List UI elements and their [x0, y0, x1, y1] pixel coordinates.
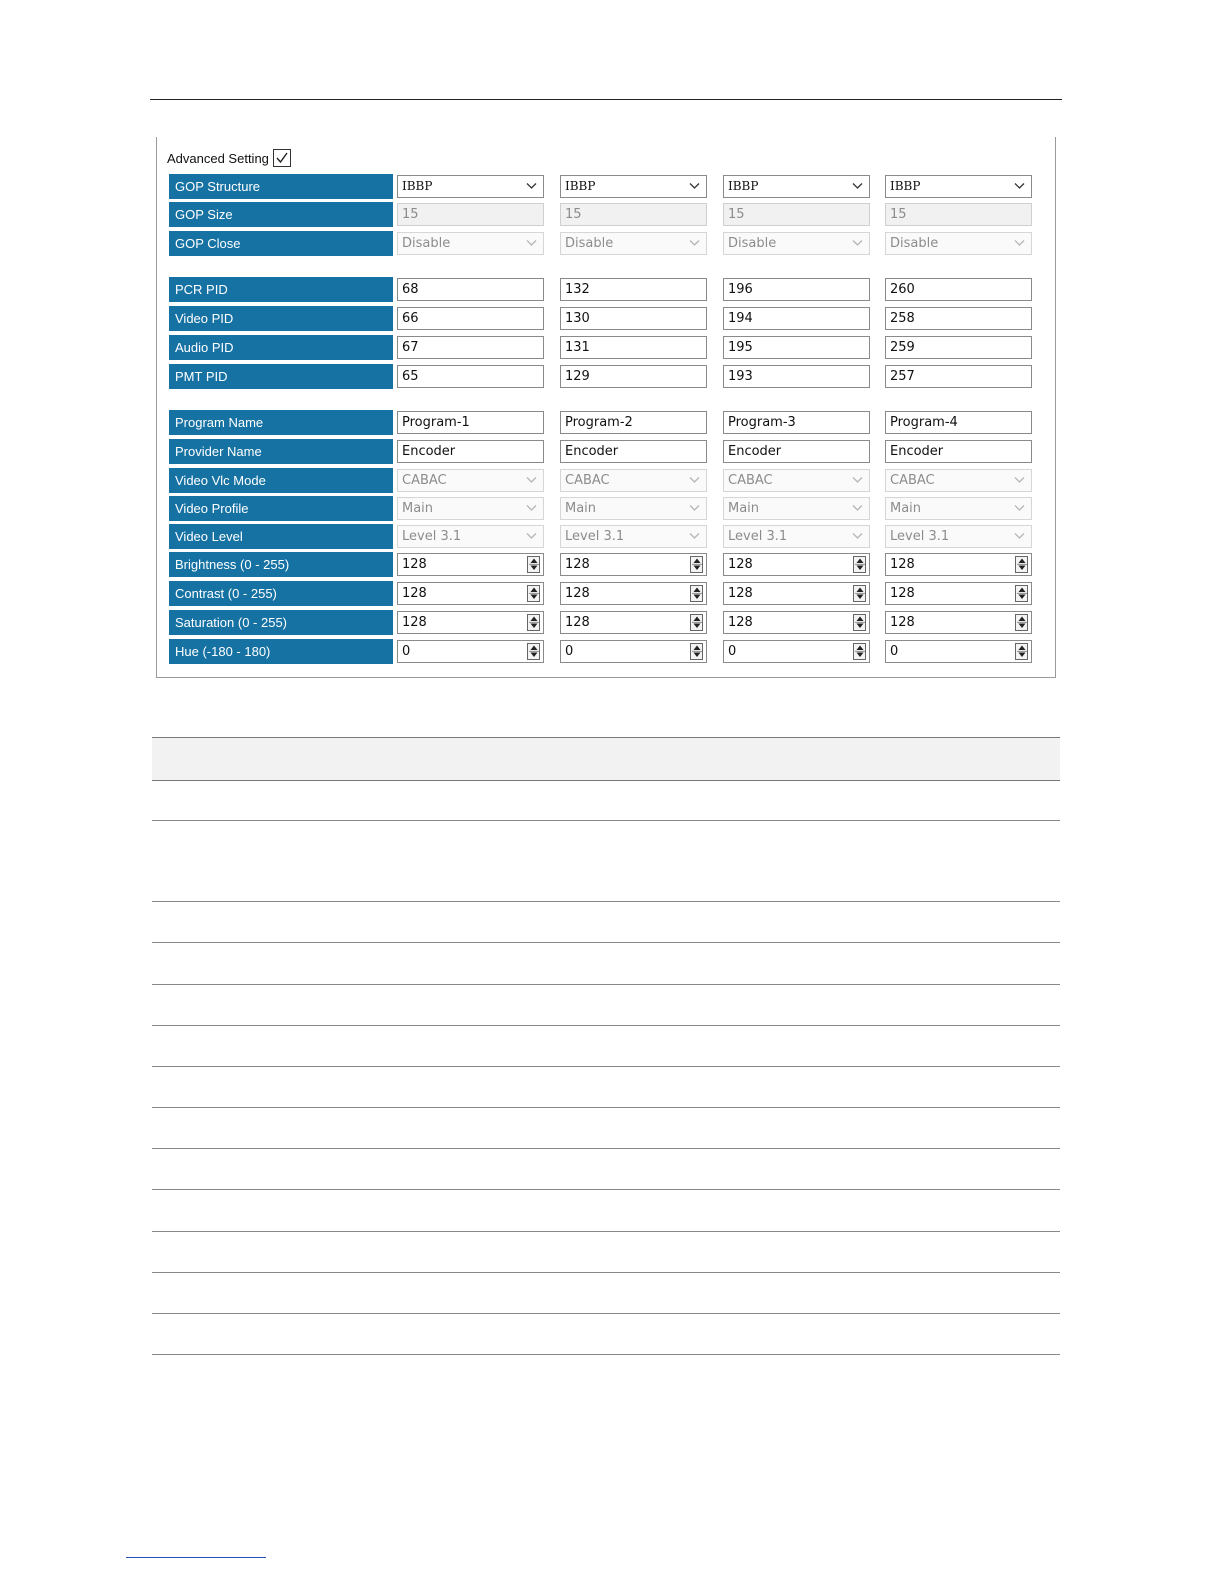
- chevron-down-icon: [852, 182, 863, 190]
- field-value: 128: [402, 557, 427, 572]
- field-value: IBBP: [728, 179, 759, 193]
- field-value: 259: [890, 340, 915, 355]
- field-value: 260: [890, 282, 915, 297]
- field-value: IBBP: [402, 179, 433, 193]
- brightness-0-255-program-2-stepper[interactable]: [560, 553, 707, 576]
- table-row-divider: [152, 942, 1060, 943]
- spin-arrows-icon[interactable]: [853, 614, 866, 631]
- advanced-setting-row: [167, 149, 291, 167]
- pcr-pid-program-4-input[interactable]: [885, 278, 1032, 301]
- video-pid-program-1-input[interactable]: [397, 307, 544, 330]
- chevron-down-icon: [689, 532, 700, 540]
- table-row-divider: [152, 1066, 1060, 1067]
- video-profile-program-4-dropdown: [885, 497, 1032, 520]
- saturation-0-255-program-3-stepper[interactable]: [723, 611, 870, 634]
- gop-size-program-2-field: [560, 203, 707, 226]
- field-value: 128: [890, 586, 915, 601]
- field-value: CABAC: [728, 473, 773, 488]
- table-row-divider: [152, 984, 1060, 985]
- gop-close-program-4-dropdown: [885, 232, 1032, 255]
- brightness-0-255-program-4-stepper[interactable]: [885, 553, 1032, 576]
- spin-arrows-glyph: [529, 557, 539, 572]
- field-value: IBBP: [565, 179, 596, 193]
- field-value: 128: [565, 586, 590, 601]
- spin-arrows-icon[interactable]: [527, 556, 540, 573]
- spin-arrows-glyph: [692, 557, 702, 572]
- spin-arrows-icon[interactable]: [853, 643, 866, 660]
- spin-arrows-icon[interactable]: [1015, 585, 1028, 602]
- chevron-down-icon: [852, 239, 863, 247]
- contrast-0-255-program-1-stepper[interactable]: [397, 582, 544, 605]
- pcr-pid-program-1-input[interactable]: [397, 278, 544, 301]
- chevron-down-icon: [526, 182, 537, 190]
- label-program-name: Program Name: [169, 410, 393, 435]
- field-value: Level 3.1: [728, 529, 788, 544]
- program-name-program-1-input[interactable]: [397, 411, 544, 434]
- field-value: 0: [728, 644, 737, 659]
- field-value: 67: [402, 340, 419, 355]
- spin-arrows-icon[interactable]: [853, 585, 866, 602]
- gop-structure-program-4-dropdown[interactable]: [885, 175, 1032, 198]
- checkmark-icon: [275, 151, 289, 165]
- gop-size-program-3-field: [723, 203, 870, 226]
- brightness-0-255-program-1-stepper[interactable]: [397, 553, 544, 576]
- chevron-down-icon: [526, 532, 537, 540]
- table-row-divider: [152, 1313, 1060, 1314]
- video-profile-program-3-dropdown: [723, 497, 870, 520]
- video-level-program-4-dropdown: [885, 525, 1032, 548]
- field-value: 68: [402, 282, 419, 297]
- chevron-down-icon: [526, 476, 537, 484]
- audio-pid-program-3-input[interactable]: [723, 336, 870, 359]
- field-value: Disable: [565, 236, 614, 251]
- spin-arrows-icon[interactable]: [527, 614, 540, 631]
- spin-arrows-glyph: [1017, 644, 1027, 659]
- spin-arrows-icon[interactable]: [1015, 643, 1028, 660]
- table-row-divider: [152, 901, 1060, 902]
- provider-name-program-4-input[interactable]: [885, 440, 1032, 463]
- video-vlc-mode-program-2-dropdown: [560, 469, 707, 492]
- field-value: Program-2: [565, 415, 633, 430]
- field-value: Disable: [402, 236, 451, 251]
- field-value: 128: [728, 557, 753, 572]
- field-value: 0: [402, 644, 411, 659]
- video-level-program-3-dropdown: [723, 525, 870, 548]
- spin-arrows-glyph: [692, 644, 702, 659]
- field-value: CABAC: [890, 473, 935, 488]
- spin-arrows-icon[interactable]: [1015, 614, 1028, 631]
- gop-close-program-2-dropdown: [560, 232, 707, 255]
- field-value: Main: [565, 501, 597, 516]
- video-profile-program-1-dropdown: [397, 497, 544, 520]
- label-video-level: Video Level: [169, 524, 393, 549]
- field-value: Level 3.1: [402, 529, 462, 544]
- field-value: CABAC: [402, 473, 447, 488]
- label-video-profile: Video Profile: [169, 496, 393, 521]
- chevron-down-icon: [689, 182, 700, 190]
- program-name-program-2-input[interactable]: [560, 411, 707, 434]
- field-value: 130: [565, 311, 590, 326]
- spin-arrows-icon[interactable]: [690, 556, 703, 573]
- chevron-down-icon: [689, 476, 700, 484]
- chevron-down-icon: [689, 239, 700, 247]
- provider-name-program-3-input[interactable]: [723, 440, 870, 463]
- spin-arrows-glyph: [855, 557, 865, 572]
- spin-arrows-icon[interactable]: [527, 643, 540, 660]
- provider-name-program-1-input[interactable]: [397, 440, 544, 463]
- field-value: 0: [890, 644, 899, 659]
- gop-structure-program-3-dropdown[interactable]: [723, 175, 870, 198]
- page-header-rule: [150, 99, 1062, 100]
- program-name-program-4-input[interactable]: [885, 411, 1032, 434]
- field-value: Encoder: [402, 444, 456, 459]
- field-value: 65: [402, 369, 419, 384]
- label-video-pid: Video PID: [169, 306, 393, 331]
- gop-size-program-1-field: [397, 203, 544, 226]
- chevron-down-icon: [1014, 239, 1025, 247]
- video-vlc-mode-program-3-dropdown: [723, 469, 870, 492]
- field-value: Disable: [728, 236, 777, 251]
- audio-pid-program-4-input[interactable]: [885, 336, 1032, 359]
- pmt-pid-program-1-input[interactable]: [397, 365, 544, 388]
- field-value: 128: [728, 615, 753, 630]
- pmt-pid-program-4-input[interactable]: [885, 365, 1032, 388]
- label-saturation-0-255: Saturation (0 - 255): [169, 610, 393, 635]
- field-value: 15: [890, 207, 907, 222]
- table-row-divider: [152, 1354, 1060, 1355]
- chevron-down-icon: [852, 504, 863, 512]
- video-level-program-1-dropdown: [397, 525, 544, 548]
- field-value: 128: [565, 557, 590, 572]
- advanced-setting-label: Advanced Setting: [167, 150, 269, 166]
- field-value: Main: [402, 501, 434, 516]
- advanced-setting-checkbox[interactable]: [273, 149, 291, 167]
- contrast-0-255-program-2-stepper[interactable]: [560, 582, 707, 605]
- gop-structure-program-2-dropdown[interactable]: [560, 175, 707, 198]
- table-row-divider: [152, 1025, 1060, 1026]
- video-level-program-2-dropdown: [560, 525, 707, 548]
- field-value: 66: [402, 311, 419, 326]
- chevron-down-icon: [1014, 532, 1025, 540]
- label-provider-name: Provider Name: [169, 439, 393, 464]
- label-audio-pid: Audio PID: [169, 335, 393, 360]
- table-row-divider: [152, 1107, 1060, 1108]
- field-value: 193: [728, 369, 753, 384]
- footnote-separator: [126, 1557, 266, 1558]
- spin-arrows-glyph: [1017, 557, 1027, 572]
- video-pid-program-3-input[interactable]: [723, 307, 870, 330]
- chevron-down-icon: [852, 532, 863, 540]
- spin-arrows-icon[interactable]: [690, 643, 703, 660]
- spin-arrows-icon[interactable]: [1015, 556, 1028, 573]
- label-brightness-0-255: Brightness (0 - 255): [169, 552, 393, 577]
- audio-pid-program-2-input[interactable]: [560, 336, 707, 359]
- spin-arrows-glyph: [529, 615, 539, 630]
- hue-180-180-program-1-stepper[interactable]: [397, 640, 544, 663]
- field-value: 128: [890, 557, 915, 572]
- saturation-0-255-program-1-stepper[interactable]: [397, 611, 544, 634]
- audio-pid-program-1-input[interactable]: [397, 336, 544, 359]
- contrast-0-255-program-4-stepper[interactable]: [885, 582, 1032, 605]
- field-value: 132: [565, 282, 590, 297]
- spin-arrows-icon[interactable]: [853, 556, 866, 573]
- spin-arrows-icon[interactable]: [690, 585, 703, 602]
- chevron-down-icon: [526, 239, 537, 247]
- label-pcr-pid: PCR PID: [169, 277, 393, 302]
- field-value: Encoder: [890, 444, 944, 459]
- field-value: Encoder: [728, 444, 782, 459]
- table-row-divider: [152, 1231, 1060, 1232]
- video-profile-program-2-dropdown: [560, 497, 707, 520]
- hue-180-180-program-2-stepper[interactable]: [560, 640, 707, 663]
- chevron-down-icon: [526, 504, 537, 512]
- field-value: 128: [565, 615, 590, 630]
- field-value: 15: [565, 207, 582, 222]
- gop-close-program-3-dropdown: [723, 232, 870, 255]
- gop-close-program-1-dropdown: [397, 232, 544, 255]
- field-value: 258: [890, 311, 915, 326]
- field-value: 15: [402, 207, 419, 222]
- pcr-pid-program-2-input[interactable]: [560, 278, 707, 301]
- gop-structure-program-1-dropdown[interactable]: [397, 175, 544, 198]
- spin-arrows-glyph: [855, 615, 865, 630]
- spin-arrows-icon[interactable]: [527, 585, 540, 602]
- field-value: Main: [890, 501, 922, 516]
- field-value: 129: [565, 369, 590, 384]
- video-vlc-mode-program-4-dropdown: [885, 469, 1032, 492]
- chevron-down-icon: [1014, 182, 1025, 190]
- field-value: 128: [402, 586, 427, 601]
- gop-size-program-4-field: [885, 203, 1032, 226]
- field-value: IBBP: [890, 179, 921, 193]
- field-value: 195: [728, 340, 753, 355]
- label-gop-size: GOP Size: [169, 202, 393, 227]
- spin-arrows-glyph: [855, 644, 865, 659]
- label-hue-180-180: Hue (-180 - 180): [169, 639, 393, 664]
- label-gop-structure: GOP Structure: [169, 174, 393, 199]
- field-value: 131: [565, 340, 590, 355]
- field-value: Program-1: [402, 415, 470, 430]
- table-row-divider: [152, 1272, 1060, 1273]
- spin-arrows-glyph: [529, 644, 539, 659]
- label-video-vlc-mode: Video Vlc Mode: [169, 468, 393, 493]
- program-name-program-3-input[interactable]: [723, 411, 870, 434]
- saturation-0-255-program-4-stepper[interactable]: [885, 611, 1032, 634]
- field-value: CABAC: [565, 473, 610, 488]
- label-gop-close: GOP Close: [169, 231, 393, 256]
- field-value: 128: [728, 586, 753, 601]
- table-header-row: [152, 737, 1060, 781]
- chevron-down-icon: [689, 504, 700, 512]
- table-row-divider: [152, 820, 1060, 821]
- provider-name-program-2-input[interactable]: [560, 440, 707, 463]
- spin-arrows-glyph: [692, 586, 702, 601]
- video-pid-program-4-input[interactable]: [885, 307, 1032, 330]
- field-value: 194: [728, 311, 753, 326]
- chevron-down-icon: [852, 476, 863, 484]
- saturation-0-255-program-2-stepper[interactable]: [560, 611, 707, 634]
- spin-arrows-glyph: [1017, 615, 1027, 630]
- pmt-pid-program-3-input[interactable]: [723, 365, 870, 388]
- brightness-0-255-program-3-stepper[interactable]: [723, 553, 870, 576]
- advanced-settings-panel: [156, 137, 1056, 678]
- video-vlc-mode-program-1-dropdown: [397, 469, 544, 492]
- field-value: Disable: [890, 236, 939, 251]
- field-value: Main: [728, 501, 760, 516]
- hue-180-180-program-3-stepper[interactable]: [723, 640, 870, 663]
- hue-180-180-program-4-stepper[interactable]: [885, 640, 1032, 663]
- field-value: 15: [728, 207, 745, 222]
- field-value: 128: [890, 615, 915, 630]
- field-value: Program-3: [728, 415, 796, 430]
- field-value: 128: [402, 615, 427, 630]
- field-value: Level 3.1: [890, 529, 950, 544]
- field-value: 257: [890, 369, 915, 384]
- spin-arrows-glyph: [855, 586, 865, 601]
- field-value: Level 3.1: [565, 529, 625, 544]
- video-pid-program-2-input[interactable]: [560, 307, 707, 330]
- chevron-down-icon: [1014, 504, 1025, 512]
- pmt-pid-program-2-input[interactable]: [560, 365, 707, 388]
- field-value: 0: [565, 644, 574, 659]
- label-pmt-pid: PMT PID: [169, 364, 393, 389]
- table-row-divider: [152, 1148, 1060, 1149]
- pcr-pid-program-3-input[interactable]: [723, 278, 870, 301]
- chevron-down-icon: [1014, 476, 1025, 484]
- spin-arrows-icon[interactable]: [690, 614, 703, 631]
- field-value: Program-4: [890, 415, 958, 430]
- spin-arrows-glyph: [529, 586, 539, 601]
- table-row-divider: [152, 1189, 1060, 1190]
- field-value: 196: [728, 282, 753, 297]
- spin-arrows-glyph: [692, 615, 702, 630]
- label-contrast-0-255: Contrast (0 - 255): [169, 581, 393, 606]
- contrast-0-255-program-3-stepper[interactable]: [723, 582, 870, 605]
- spin-arrows-glyph: [1017, 586, 1027, 601]
- field-value: Encoder: [565, 444, 619, 459]
